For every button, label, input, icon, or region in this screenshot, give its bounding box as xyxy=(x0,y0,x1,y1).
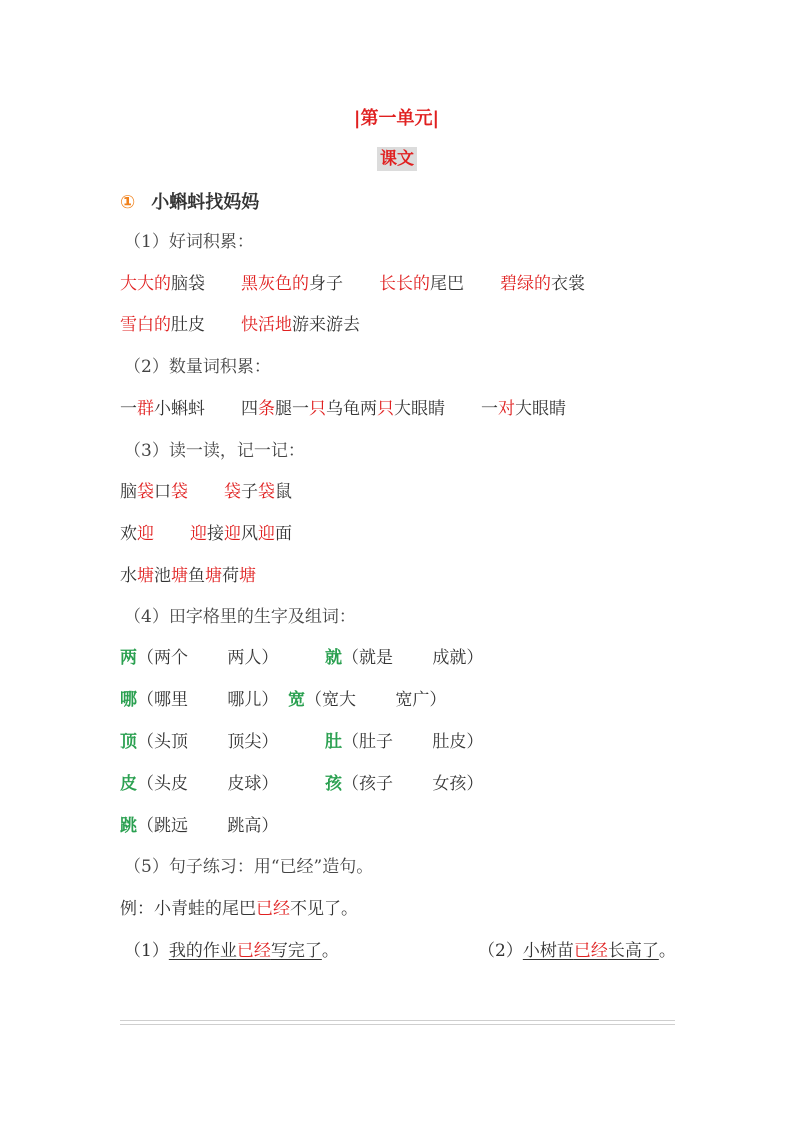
text-part: 例：小青蛙的尾巴 xyxy=(120,899,256,919)
measure-word: 条 xyxy=(258,399,275,419)
key-word: 已经 xyxy=(236,941,271,961)
quantity-line xyxy=(120,397,566,421)
char-words: （肚子 肚皮） xyxy=(342,732,484,752)
text-part: 小蝌蚪 xyxy=(154,399,205,419)
text-part: 乌龟两 xyxy=(326,399,377,419)
char-words: （两个 两人） xyxy=(137,648,279,668)
measure-word: 群 xyxy=(137,399,154,419)
char-entry xyxy=(325,730,483,754)
phrase-noun: 衣裳 xyxy=(551,274,585,294)
period: 。 xyxy=(658,941,676,961)
section-heading-chars: （4）田字格里的生字及组词： xyxy=(124,607,356,627)
answer-text xyxy=(523,941,659,961)
text-part: 大眼睛 xyxy=(394,399,445,419)
key-char: 袋 xyxy=(224,482,241,502)
measure-word: 对 xyxy=(498,399,515,419)
char-entry xyxy=(120,814,278,838)
new-char: 宽 xyxy=(288,690,305,710)
char-words: （宽大 宽广） xyxy=(305,690,447,710)
answer-number: （2） xyxy=(478,941,523,961)
key-char: 塘 xyxy=(137,566,154,586)
text-part: 我的作业 xyxy=(168,941,237,961)
char: 荷 xyxy=(222,566,239,586)
section-badge: 课文 xyxy=(377,147,417,171)
measure-word: 只 xyxy=(309,399,326,419)
char-words: （头顶 顶尖） xyxy=(137,732,279,752)
phrase-noun: 身子 xyxy=(309,274,343,294)
read-line-ying xyxy=(120,522,292,546)
char: 脑 xyxy=(120,482,137,502)
read-line-dai xyxy=(120,480,292,504)
text-part: 腿一 xyxy=(275,399,309,419)
new-char: 孩 xyxy=(325,774,342,794)
char-entry xyxy=(325,772,483,796)
char: 风 xyxy=(241,524,258,544)
char-entry xyxy=(120,730,278,754)
phrase-modifier: 大大的 xyxy=(120,274,171,294)
char-entry xyxy=(288,688,446,712)
char: 鱼 xyxy=(188,566,205,586)
lesson-number: ① xyxy=(120,192,136,213)
answer-sentence-1 xyxy=(124,939,339,963)
char-entry xyxy=(120,688,278,712)
example-sentence xyxy=(120,897,358,921)
char: 欢 xyxy=(120,524,137,544)
char: 池 xyxy=(154,566,171,586)
phrase-modifier: 碧绿的 xyxy=(500,274,551,294)
char-entry xyxy=(120,646,278,670)
char: 面 xyxy=(275,524,292,544)
char-words: （哪里 哪儿） xyxy=(137,690,279,710)
section-heading-good-words: （1）好词积累： xyxy=(124,232,254,252)
key-char: 迎 xyxy=(137,524,154,544)
text-part: 不见了。 xyxy=(290,899,358,919)
phrase-modifier: 快活地 xyxy=(241,315,292,335)
period: 。 xyxy=(321,941,339,961)
text-part: 大眼睛 xyxy=(515,399,566,419)
new-char: 跳 xyxy=(120,816,137,836)
text-part: 写完了 xyxy=(270,941,322,961)
char-entry xyxy=(325,646,483,670)
answer-sentence-2 xyxy=(478,939,676,963)
new-char: 就 xyxy=(325,648,342,668)
good-words-line-1 xyxy=(120,272,585,296)
phrase-noun: 肚皮 xyxy=(171,315,205,335)
new-char: 两 xyxy=(120,648,137,668)
key-word: 已经 xyxy=(573,941,608,961)
key-char: 袋 xyxy=(171,482,188,502)
text-part: 小树苗 xyxy=(522,941,574,961)
good-words-line-2 xyxy=(120,313,360,337)
new-char: 顶 xyxy=(120,732,137,752)
char: 接 xyxy=(207,524,224,544)
key-char: 袋 xyxy=(258,482,275,502)
phrase-noun: 游来游去 xyxy=(292,315,360,335)
new-char: 肚 xyxy=(325,732,342,752)
read-line-tang xyxy=(120,564,256,588)
char: 口 xyxy=(154,482,171,502)
section-heading-quantity: （2）数量词积累： xyxy=(124,357,271,377)
section-heading-read: （3）读一读，记一记： xyxy=(124,441,305,461)
phrase-noun: 尾巴 xyxy=(430,274,464,294)
char-words: （就是 成就） xyxy=(342,648,484,668)
lesson-title: 小蝌蚪找妈妈 xyxy=(151,192,260,213)
key-char: 迎 xyxy=(258,524,275,544)
key-char: 塘 xyxy=(171,566,188,586)
char-entry xyxy=(120,772,278,796)
phrase-modifier: 黑灰色的 xyxy=(241,274,309,294)
phrase-modifier: 雪白的 xyxy=(120,315,171,335)
char-words: （孩子 女孩） xyxy=(342,774,484,794)
key-char: 袋 xyxy=(137,482,154,502)
char: 鼠 xyxy=(275,482,292,502)
answer-text xyxy=(169,941,322,961)
char: 子 xyxy=(241,482,258,502)
key-char: 塘 xyxy=(239,566,256,586)
footer-divider xyxy=(120,1020,675,1025)
lesson-heading xyxy=(120,188,259,214)
answer-number: （1） xyxy=(124,941,169,961)
phrase-noun: 脑袋 xyxy=(171,274,205,294)
key-char: 迎 xyxy=(190,524,207,544)
text-part: 长高了 xyxy=(607,941,659,961)
new-char: 皮 xyxy=(120,774,137,794)
text-part: 一 xyxy=(120,399,137,419)
text-part: 一 xyxy=(481,399,498,419)
key-char: 塘 xyxy=(205,566,222,586)
new-char: 哪 xyxy=(120,690,137,710)
phrase-modifier: 长长的 xyxy=(379,274,430,294)
measure-word: 只 xyxy=(377,399,394,419)
char-words: （跳远 跳高） xyxy=(137,816,279,836)
text-part: 四 xyxy=(241,399,258,419)
char: 水 xyxy=(120,566,137,586)
key-word: 已经 xyxy=(256,899,290,919)
section-heading-sentence: （5）句子练习：用“已经”造句。 xyxy=(124,857,374,877)
key-char: 迎 xyxy=(224,524,241,544)
char-words: （头皮 皮球） xyxy=(137,774,279,794)
unit-title: |第一单元| xyxy=(353,108,440,129)
